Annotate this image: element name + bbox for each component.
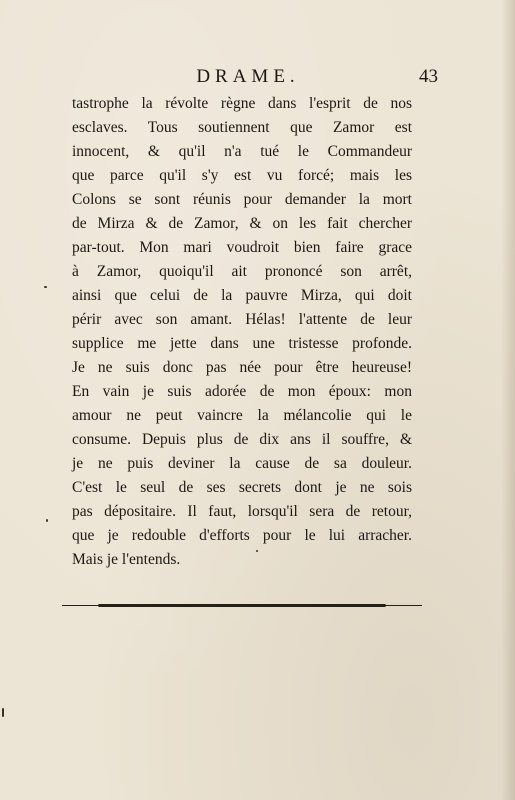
text-line: pas dépositaire. Il faut, lorsqu'il sera de retour, [72, 503, 412, 520]
text-line: En vain je suis adorée de mon époux: mon [72, 383, 412, 400]
text-line: Colons se sont réunis pour demander la mort [72, 191, 412, 208]
text-line: par-tout. Mon mari voudroit bien faire grace [72, 239, 412, 256]
text-line: de Mirza & de Zamor, & on les fait chercher [72, 215, 412, 232]
text-line: supplice me jette dans une tristesse profonde. [72, 335, 412, 352]
ink-speck [2, 708, 4, 717]
body-text [72, 92, 412, 572]
text-line: à Zamor, quoiqu'il ait prononcé son arrêt, [72, 263, 412, 280]
text-line: je ne puis deviner la cause de sa douleur. [72, 455, 412, 472]
ink-speck [46, 519, 48, 522]
text-line: que je redouble d'efforts pour le lui arracher. [72, 527, 412, 544]
text-line: C'est le seul de ses secrets dont je ne sois [72, 479, 412, 496]
section-divider-rule [98, 604, 386, 607]
text-line: tastrophe la révolte règne dans l'esprit de nos [72, 95, 412, 112]
text-line: esclaves. Tous soutiennent que Zamor est [72, 119, 412, 136]
text-line: périr avec son amant. Hélas! l'attente de leur [72, 311, 412, 328]
page-header [72, 62, 438, 92]
text-line: innocent, & qu'il n'a tué le Commandeur [72, 143, 412, 160]
page-number: 43 [419, 66, 438, 87]
text-line: Mais je l'entends. [72, 551, 181, 568]
text-line: Je ne suis donc pas née pour être heureuse! [72, 359, 412, 376]
ink-speck [256, 550, 258, 552]
page-gutter-shadow [501, 0, 515, 800]
text-line: consume. Depuis plus de dix ans il souffre, & [72, 431, 412, 448]
text-line: ainsi que celui de la pauvre Mirza, qui doit [72, 287, 412, 304]
running-head: DRAME. [196, 66, 300, 87]
ink-speck [44, 286, 47, 288]
text-line: amour ne peut vaincre la mélancolie qui le [72, 407, 412, 424]
text-line: que parce qu'il s'y est vu forcé; mais les [72, 167, 412, 184]
